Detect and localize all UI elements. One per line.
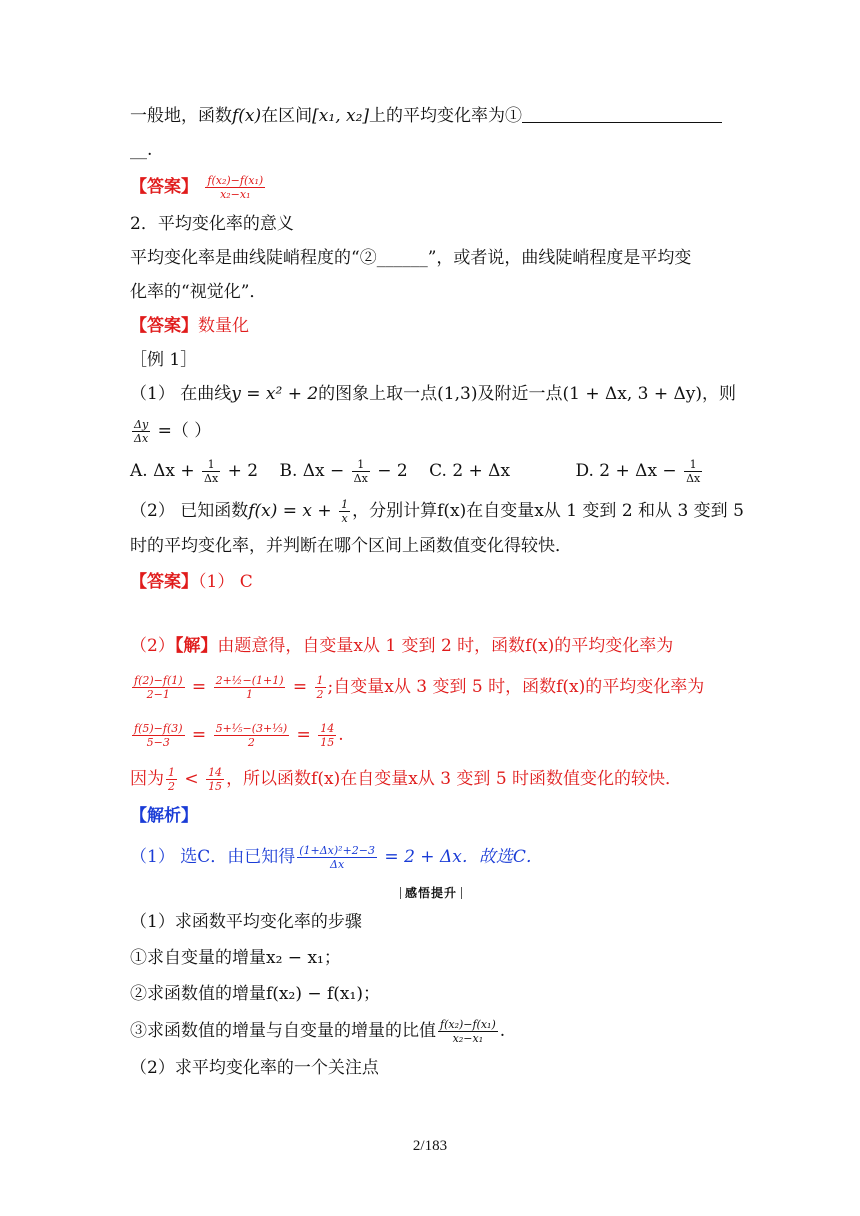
section-2-title: 2．平均变化率的意义	[130, 214, 294, 234]
question-2-line-1: （2） 已知函数f(x) = x + $\frac{1}{x}$ ，分别计算f(x)在自变量x从 1 变到 2 和从 3 变到 5	[130, 498, 744, 525]
answer-2: 【答案】数量化	[130, 316, 249, 336]
fill-blank-1	[522, 106, 722, 123]
option-a[interactable]: A. Δx + $\frac{1}{\Delta x}$ + 2	[130, 458, 259, 485]
solution-line-3: $\frac{f(5)-f(3)}{5-3}$ = $\frac{\text{5+⅕−(3+⅓)}}{2}$ = $\frac{14}{15}$ .	[134, 722, 344, 749]
option-d[interactable]: D. 2 + Δx − $\frac{1}{\Delta x}$	[575, 458, 701, 485]
solution-line-1: （2）【解】由题意得，自变量x从 1 变到 2 时，函数f(x)的平均变化率为	[130, 636, 674, 656]
para-definition: 一般地，函数f(x)在区间[x₁, x₂]上的平均变化率为①	[130, 104, 722, 128]
para-definition-end: __.	[130, 140, 153, 160]
insight-tag: 感悟提升	[396, 884, 466, 901]
option-b[interactable]: B. Δx − $\frac{1}{\Delta x}$ − 2	[279, 458, 408, 485]
question-1-frac: $\frac{\Delta y}{\Delta x}$ =（ ）	[134, 418, 212, 445]
summary-1: （1）求函数平均变化率的步骤	[130, 912, 362, 932]
analysis-line: （1） 选C．由已知得 $\frac{\text{(1+Δx)²+2−3}}{\Delta x}$ = 2 + Δx．故选C．	[130, 844, 543, 871]
summary-3: ②求函数值的增量f(x₂) − f(x₁)；	[130, 984, 380, 1004]
answer-1: 【答案】 $\frac{\text{f(x₂)−f(x₁)}}{\text{x₂−x₁}}$	[130, 174, 264, 201]
options-row	[130, 458, 704, 485]
summary-2: ①求自变量的增量x₂ − x₁；	[130, 948, 341, 968]
page-number: 2/183	[412, 1138, 448, 1154]
analysis-label: 【解析】	[130, 806, 198, 826]
option-c[interactable]: C. 2 + Δx	[429, 461, 511, 481]
question-2-line-2: 时的平均变化率，并判断在哪个区间上函数值变化得较快．	[130, 536, 572, 556]
summary-5: （2）求平均变化率的一个关注点	[130, 1058, 379, 1078]
answer-3: 【答案】（1） C	[130, 572, 253, 592]
solution-line-2: $\frac{f(2)-f(1)}{2-1}$ = $\frac{\text{2+½−(1+1)}}{1}$ = $\frac{1}{2}$ ;自变量x从 3 变到 5 时，函数f(x)的平均变化率为	[134, 674, 705, 701]
solution-line-4: 因为 $\frac{1}{2}$ < $\frac{14}{15}$ ，所以函数f(x)在自变量x从 3 变到 5 时函数值变化的较快．	[130, 766, 683, 793]
section-2-text-2: 化率的“视觉化”．	[130, 282, 267, 302]
example-label: ［例 1］	[130, 350, 198, 370]
question-1: （1） 在曲线y = x² + 2的图象上取一点(1,3)及附近一点(1 + Δx, 3 + Δy)，则	[130, 384, 737, 404]
summary-4: ③求函数值的增量与自变量的增量的比值 $\frac{\text{f(x₂)−f(x₁)}}{\text{x₂−x₁}}$ .	[130, 1018, 506, 1045]
answer-fraction: $\frac{\text{f(x₂)−f(x₁)}}{\text{x₂−x₁}}$	[207, 174, 264, 201]
section-2-text-1: 平均变化率是曲线陡峭程度的“②______”，或者说，曲线陡峭程度是平均变	[130, 248, 692, 268]
